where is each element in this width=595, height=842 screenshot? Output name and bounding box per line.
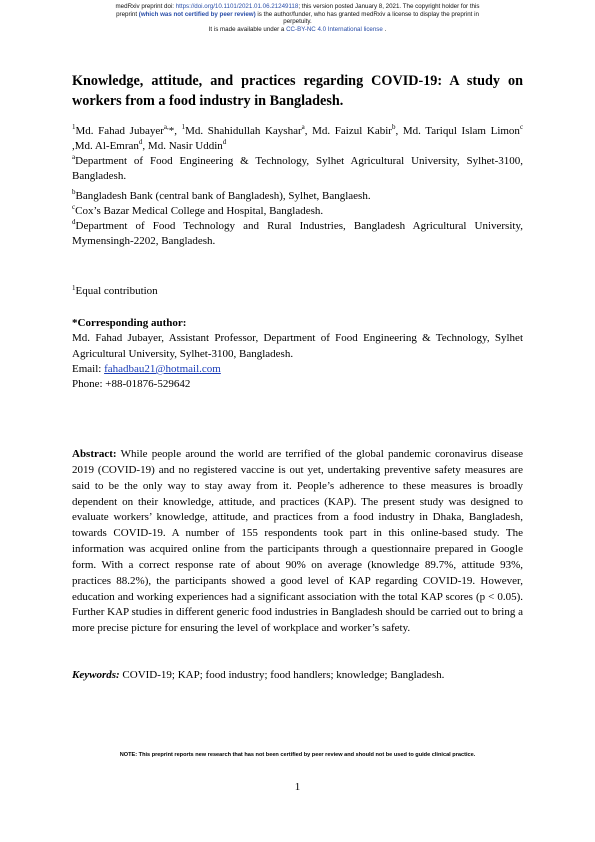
author-name: Md. Fahad Jubayer [75, 125, 164, 137]
doi-link[interactable]: https://doi.org/10.1101/2021.01.06.21249118 [175, 3, 299, 10]
affiliation-a [72, 154, 523, 185]
preprint-banner [36, 3, 559, 33]
corresponding-author-block [72, 316, 523, 392]
equal-sup: 1 [72, 284, 76, 292]
affiliation-b [72, 189, 523, 204]
author-sup: a [301, 123, 305, 131]
author-name: Md. Al-Emran [74, 140, 139, 153]
email-line [72, 362, 523, 377]
phone-line: Phone: +88-01876-529642 [72, 378, 191, 391]
author-sup: d [138, 138, 143, 147]
author-name: Md. Faizul Kabir [312, 125, 392, 137]
banner-preprint-text: preprint [116, 10, 139, 18]
affiliation-text: Department of Food Engineering & Technology, Sylhet Agricultural University, Sylhet-3100, Bangladesh. [72, 155, 523, 183]
abstract-text: While people around the world are terrified of the global pandemic coronavirus disease 2019 (COVID-19) and no registered vaccine is out yet, undertaking preventive safety measures are said to be the only way to stay away from it. People’s adherence to these measures is broadly dependent on their knowledge, attitude, and practices (KAP). The present study was designed to evaluate workers’ knowledge, attitude, and practices from a food industry in Dhaka, Bangladesh, towards COVID-19. A number of 155 respondents took part in this online-based study. The information was acquired online from the participants through a questionnaire prepared in Google form. With a correct response rate of about 90% on average (knowledge 89.7%, attitude 93%, practices 88.2%), the participants showed a good level of KAP regarding COVID-19. However, education and working experiences had a significant association with the total KAP scores (p < 0.05). Further KAP studies in different generic food industries in Bangladesh should be carried out to bring a more precise picture for ensuring the level of workplace and worker’s safety. [72, 448, 523, 635]
equal-text: Equal contribution [75, 285, 158, 297]
peer-review-notice: (which was not certified by peer review) [138, 10, 256, 18]
affiliation-sup: b [72, 188, 76, 196]
author-name: Md. Shahidullah Kayshar [185, 125, 302, 137]
keywords [72, 668, 523, 683]
page-number: 1 [294, 781, 301, 793]
author-sup: c [519, 123, 524, 131]
banner-doi-prefix: medRxiv preprint doi: [115, 3, 176, 10]
author-sup: 1 [72, 123, 76, 131]
author-sup: a, [163, 123, 169, 131]
author-list: $^1$Md. Fahad Jubayer$^{a,}$*, $^1$Md. Shahidullah Kayshar$^a$, Md. Faizul Kabir$^b$, Md. Tariqul Islam Limon$^c$ ,Md. Al-Emran$^d$, Md. Nasir Uddin$^d$ [72, 123, 524, 153]
keywords-label: Keywords: [72, 669, 120, 681]
banner-line-2 [36, 11, 559, 19]
email-link[interactable]: fahadbau21@hotmail.com [104, 362, 221, 375]
banner-posted-text: ; this version posted January 8, 2021. The copyright holder for this [298, 3, 480, 10]
banner-available-text: It is made available under a [208, 25, 287, 33]
affiliation-sup: a [72, 153, 76, 161]
banner-line-3: perpetuity. [283, 18, 312, 26]
affiliation-text: Cox’s Bazar Medical College and Hospital, Bangladesh. [75, 205, 324, 217]
banner-period: . [382, 25, 387, 33]
corresponding-details: Md. Fahad Jubayer, Assistant Professor, Department of Food Engineering & Technology, Sylhet Agricultural University, Sylhet-3100, Bangladesh. [72, 332, 523, 360]
abstract [72, 447, 523, 637]
preprint-footer-note: NOTE: This preprint reports new research that has not been certified by peer review and should not be used to guide clinical practice. [119, 752, 476, 758]
affiliation-sup: c [72, 203, 76, 211]
email-label: Email: [72, 362, 105, 375]
affiliation-sup: d [72, 218, 76, 226]
affiliation-text: Department of Food Technology and Rural Industries, Bangladesh Agricultural University, Mymensingh-2202, Bangladesh. [72, 220, 523, 248]
corresponding-mark: *, [168, 125, 177, 137]
keywords-text: COVID-19; KAP; food industry; food handlers; knowledge; Bangladesh. [122, 669, 445, 681]
license-link[interactable]: CC-BY-NC 4.0 International license [286, 25, 383, 33]
banner-line-1 [36, 3, 559, 11]
paper-title: Knowledge, attitude, and practices regarding COVID-19: A study on workers from a food industry in Bangladesh. [72, 73, 523, 109]
affiliation-d [72, 219, 523, 250]
author-sup: 1 [181, 123, 186, 131]
affiliation-text: Bangladesh Bank (central bank of Bangladesh), Sylhet, Banglaesh. [75, 190, 371, 202]
author-name: Md. Tariqul Islam Limon [402, 125, 520, 137]
banner-line-4 [36, 26, 559, 34]
equal-contribution-note [72, 285, 158, 297]
author-sup: b [391, 123, 396, 131]
abstract-label: Abstract: [72, 448, 117, 460]
affiliation-c [72, 204, 523, 219]
banner-license-text: is the author/funder, who has granted medRxiv a license to display the preprint in [255, 10, 479, 18]
corresponding-label: *Corresponding author: [72, 317, 187, 329]
author-sup: d [222, 138, 227, 147]
author-name: Md. Nasir Uddin [147, 140, 223, 153]
